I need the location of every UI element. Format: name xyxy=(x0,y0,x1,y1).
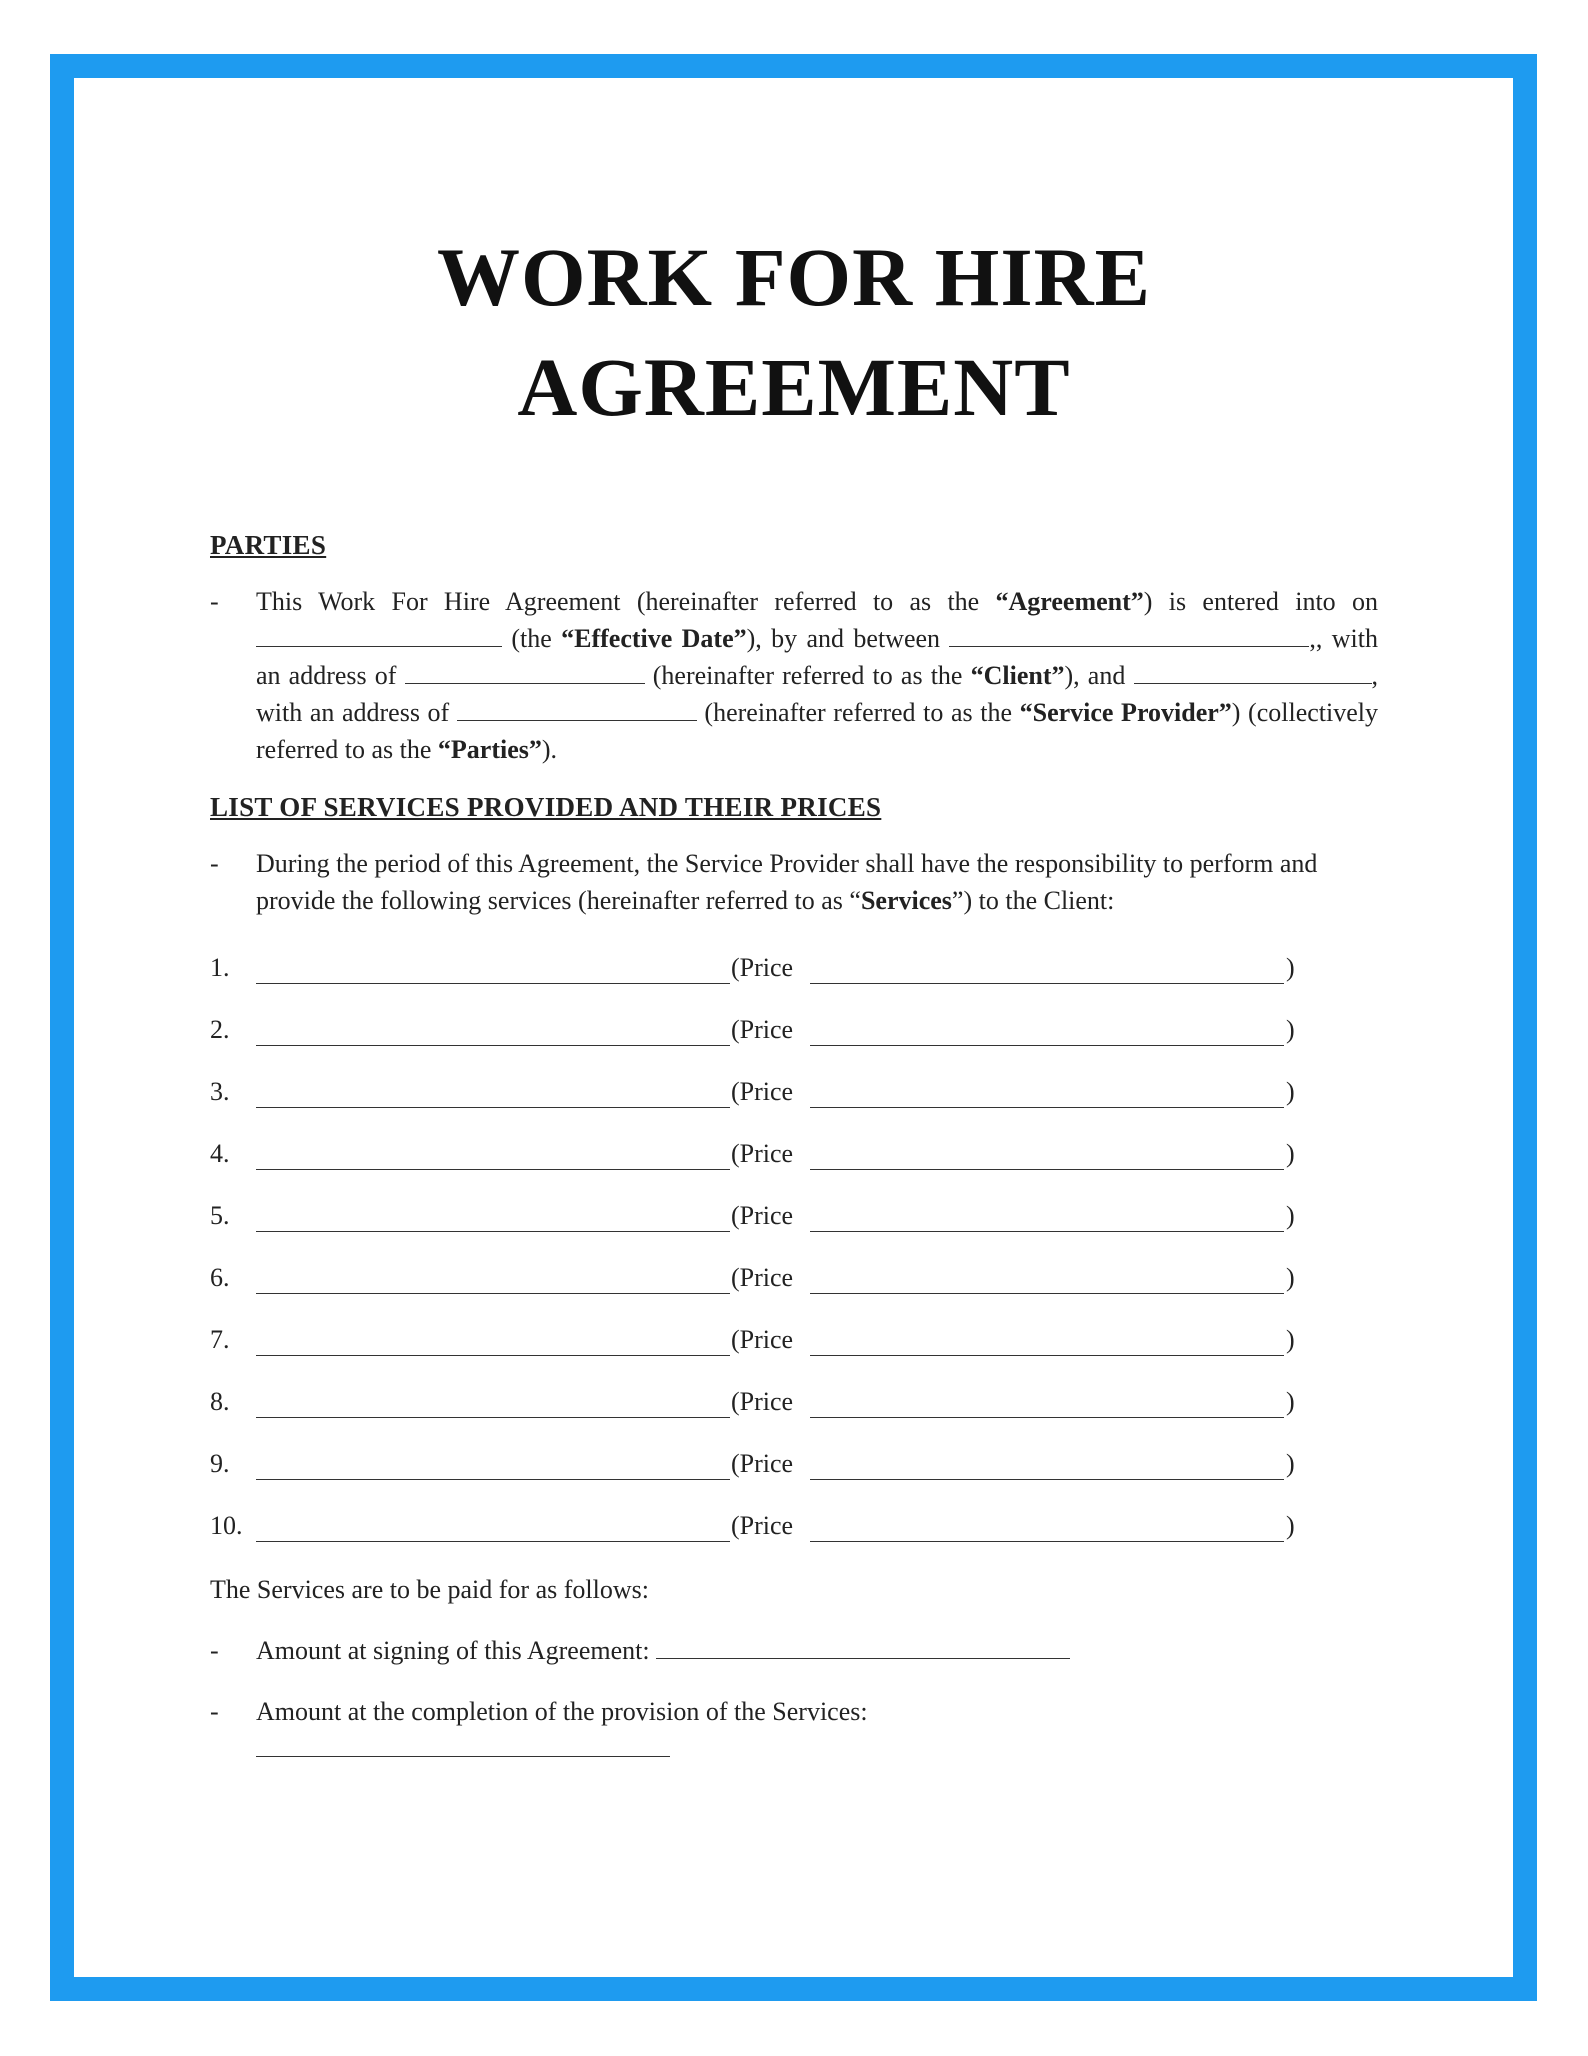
bullet-dash: - xyxy=(210,1636,219,1665)
term-services: Services xyxy=(860,886,952,915)
service-row xyxy=(210,1191,1378,1253)
payment-item-completion xyxy=(210,1693,1378,1767)
title-line-2: AGREEMENT xyxy=(517,341,1071,433)
price-label: (Price xyxy=(731,1077,794,1106)
signing-amount-blank[interactable] xyxy=(656,1634,1070,1659)
service-price-blank[interactable] xyxy=(810,1045,1284,1046)
service-number: 8. xyxy=(210,1387,230,1416)
price-label: (Price xyxy=(731,953,794,982)
service-row xyxy=(210,1005,1378,1067)
service-number: 7. xyxy=(210,1325,230,1354)
price-close-paren: ) xyxy=(1286,1387,1295,1416)
service-price-blank[interactable] xyxy=(810,1107,1284,1108)
services-list xyxy=(210,943,1378,1563)
service-price-blank[interactable] xyxy=(810,1417,1284,1418)
service-row xyxy=(210,1129,1378,1191)
service-row xyxy=(210,1253,1378,1315)
provider-address-blank[interactable] xyxy=(457,696,697,721)
service-description-blank[interactable] xyxy=(256,983,730,984)
term-effective-date: “Effective Date” xyxy=(561,624,747,653)
service-price-blank[interactable] xyxy=(810,1541,1284,1542)
price-label: (Price xyxy=(731,1201,794,1230)
services-text: During the period of this Agreement, the Service Provider shall have the responsibility to perform and provide the following services (hereinafter referred to as “ xyxy=(256,849,1318,915)
service-row xyxy=(210,1315,1378,1377)
price-label: (Price xyxy=(731,1387,794,1416)
parties-text: (the xyxy=(502,624,562,653)
price-label: (Price xyxy=(731,1511,794,1540)
price-close-paren: ) xyxy=(1286,953,1295,982)
provider-name-blank[interactable] xyxy=(1134,659,1372,684)
service-description-blank[interactable] xyxy=(256,1541,730,1542)
parties-text: , with an address of xyxy=(256,624,1378,690)
service-description-blank[interactable] xyxy=(256,1417,730,1418)
price-close-paren: ) xyxy=(1286,1511,1295,1540)
service-number: 1. xyxy=(210,953,230,982)
bullet-dash: - xyxy=(210,1697,219,1726)
parties-text: (hereinafter referred to as the xyxy=(644,661,971,690)
payment-intro: The Services are to be paid for as follows: xyxy=(210,1575,649,1604)
service-description-blank[interactable] xyxy=(256,1293,730,1294)
client-name-blank[interactable] xyxy=(949,622,1309,647)
parties-text: This Work For Hire Agreement (hereinafter referred to as the xyxy=(256,587,996,616)
parties-text: ), by and between xyxy=(746,624,950,653)
service-number: 2. xyxy=(210,1015,230,1044)
parties-text: (hereinafter referred to as the xyxy=(696,698,1020,727)
price-close-paren: ) xyxy=(1286,1201,1295,1230)
service-price-blank[interactable] xyxy=(810,1169,1284,1170)
service-description-blank[interactable] xyxy=(256,1107,730,1108)
price-label: (Price xyxy=(731,1015,794,1044)
service-row xyxy=(210,1377,1378,1439)
service-row xyxy=(210,1439,1378,1501)
service-description-blank[interactable] xyxy=(256,1169,730,1170)
service-description-blank[interactable] xyxy=(256,1045,730,1046)
service-number: 9. xyxy=(210,1449,230,1478)
service-description-blank[interactable] xyxy=(256,1355,730,1356)
price-close-paren: ) xyxy=(1286,1139,1295,1168)
term-agreement: “Agreement” xyxy=(995,587,1144,616)
service-number: 5. xyxy=(210,1201,230,1230)
parties-text: ) (collectively referred to as the xyxy=(256,698,1378,764)
document-title xyxy=(0,222,1588,442)
title-line-1: WORK FOR HIRE xyxy=(437,231,1151,323)
parties-text: , with an address of xyxy=(256,661,1378,727)
term-client: “Client” xyxy=(970,661,1065,690)
price-label: (Price xyxy=(731,1139,794,1168)
service-price-blank[interactable] xyxy=(810,1355,1284,1356)
service-number: 6. xyxy=(210,1263,230,1292)
effective-date-blank[interactable] xyxy=(256,622,502,647)
term-parties: “Parties” xyxy=(437,735,542,764)
services-heading: LIST OF SERVICES PROVIDED AND THEIR PRICES xyxy=(210,792,882,822)
payment-item-label: Amount at signing of this Agreement: xyxy=(256,1636,650,1665)
price-close-paren: ) xyxy=(1286,1077,1295,1106)
bullet-dash: - xyxy=(210,849,219,878)
price-close-paren: ) xyxy=(1286,1015,1295,1044)
service-price-blank[interactable] xyxy=(810,1293,1284,1294)
services-text: ”) to the Client: xyxy=(951,886,1115,915)
document-body xyxy=(210,530,1378,1767)
price-label: (Price xyxy=(731,1325,794,1354)
parties-text: ). xyxy=(541,735,558,764)
price-close-paren: ) xyxy=(1286,1263,1295,1292)
service-price-blank[interactable] xyxy=(810,1231,1284,1232)
service-row xyxy=(210,943,1378,1005)
parties-paragraph xyxy=(210,583,1378,768)
payment-item-label: Amount at the completion of the provision of the Services: xyxy=(256,1697,868,1726)
parties-text: ) is entered into on xyxy=(1143,587,1378,616)
service-row xyxy=(210,1067,1378,1129)
service-row xyxy=(210,1501,1378,1563)
services-paragraph xyxy=(210,845,1378,919)
price-close-paren: ) xyxy=(1286,1325,1295,1354)
price-label: (Price xyxy=(731,1263,794,1292)
service-description-blank[interactable] xyxy=(256,1479,730,1480)
price-close-paren: ) xyxy=(1286,1449,1295,1478)
service-number: 10. xyxy=(210,1511,243,1540)
client-address-blank[interactable] xyxy=(405,659,645,684)
service-description-blank[interactable] xyxy=(256,1231,730,1232)
completion-amount-blank[interactable] xyxy=(256,1732,670,1757)
payment-item-signing xyxy=(210,1632,1378,1669)
service-price-blank[interactable] xyxy=(810,983,1284,984)
parties-heading: PARTIES xyxy=(210,530,327,560)
bullet-dash: - xyxy=(210,587,219,616)
service-price-blank[interactable] xyxy=(810,1479,1284,1480)
service-number: 4. xyxy=(210,1139,230,1168)
service-number: 3. xyxy=(210,1077,230,1106)
price-label: (Price xyxy=(731,1449,794,1478)
term-service-provider: “Service Provider” xyxy=(1019,698,1232,727)
comma: , xyxy=(1309,624,1316,653)
parties-text: ), and xyxy=(1064,661,1134,690)
